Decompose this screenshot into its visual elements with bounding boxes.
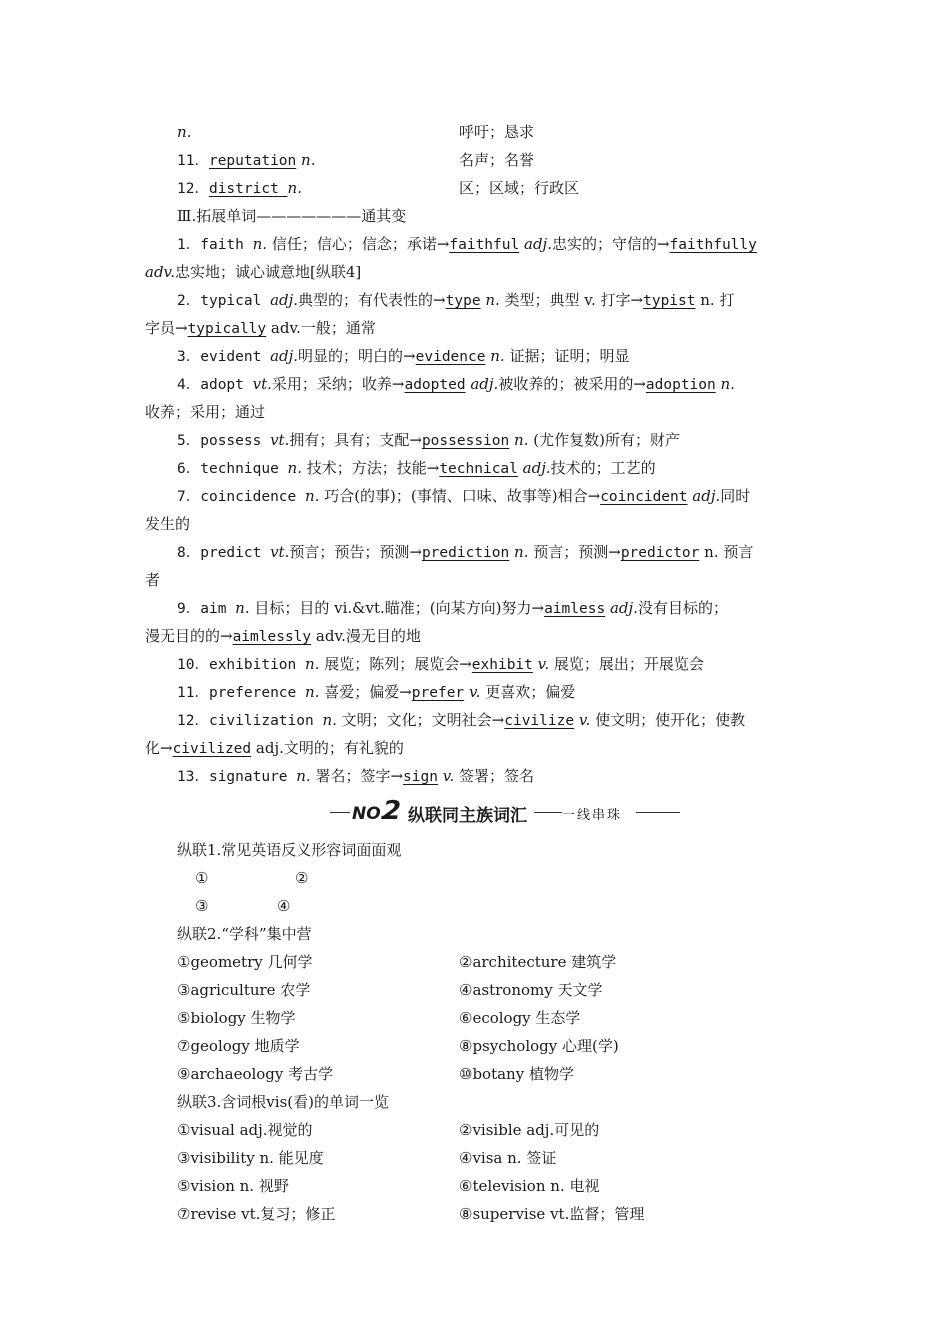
subject-row: ③agriculture 农学 ④astronomy 天文学 <box>177 981 603 999</box>
meaning: 名声；名誉 <box>459 151 535 169</box>
subject-row: ⑤biology 生物学 ⑥ecology 生态学 <box>177 1009 581 1027</box>
blank-row: ① ② <box>195 869 309 887</box>
meaning: 呼吁；恳求 <box>459 123 535 141</box>
divider <box>534 812 562 813</box>
expand-item-cont: 化→civilized adj.文明的；有礼貌的 <box>145 739 404 757</box>
section-title: 纵联同主族词汇 <box>408 806 527 826</box>
vocab-row <box>177 118 810 146</box>
expand-item: 7．coincidence n. 巧合(的事)；(事情、口味、故事等)相合→coincident adj.同时 <box>177 487 751 505</box>
section-subtitle: 一线串珠 <box>562 808 623 823</box>
vis-row: ①visual adj.视觉的 ②visible adj.可见的 <box>177 1121 600 1139</box>
expand-item: 1．faith n. 信任；信心；信念；承诺→faithful adj.忠实的；守信的→faithfully <box>177 235 757 253</box>
vocab-row: 12．district n. 区；区域；行政区 <box>177 174 810 202</box>
expand-item-cont: 发生的 <box>145 515 191 533</box>
expand-item-cont: 字员→typically adv.一般；通常 <box>145 319 376 337</box>
answer-word: reputation <box>208 153 297 169</box>
divider <box>330 812 350 813</box>
section-number: 2 <box>383 796 402 826</box>
answer-word: district <box>208 181 288 197</box>
vis-row: ③visibility n. 能见度 ④visa n. 签证 <box>177 1149 557 1167</box>
expand-item: 13．signature n. 署名；签字→sign v. 签署；签名 <box>177 767 534 785</box>
expand-item-cont: 收养；采用；通过 <box>145 403 266 421</box>
expand-item-cont: 漫无目的的→aimlessly adv.漫无目的地 <box>145 627 421 645</box>
divider <box>636 812 680 813</box>
section-number-prefix: NO. <box>352 804 387 824</box>
expand-item: 12．civilization n. 文明；文化；文明社会→civilize v. 使文明；使开化；使教 <box>177 711 746 729</box>
section-header <box>330 796 690 828</box>
expand-item: 8．predict vt.预言；预告；预测→prediction n. 预言；预测→predictor n. 预言 <box>177 543 754 561</box>
expand-item: 6．technique n. 技术；方法；技能→technical adj.技术的；工艺的 <box>177 459 656 477</box>
zonglian-title: 纵联2.“学科”集中营 <box>177 925 312 943</box>
zonglian-title: 纵联3.含词根vis(看)的单词一览 <box>177 1093 389 1111</box>
subject-row: ⑦geology 地质学 ⑧psychology 心理(学) <box>177 1037 619 1055</box>
vis-row: ⑤vision n. 视野 ⑥television n. 电视 <box>177 1177 600 1195</box>
expand-item-cont: adv.忠实地；诚心诚意地[纵联4] <box>145 263 362 281</box>
expand-item: 10．exhibition n. 展览；陈列；展览会→exhibit v. 展览；展出；开展览会 <box>177 655 704 673</box>
expand-item: 4．adopt vt.采用；采纳；收养→adopted adj.被收养的；被采用的→adoption n. <box>177 375 735 393</box>
vocab-row: 11．reputation n. 名声；名誉 <box>177 146 810 174</box>
expand-item: 11．preference n. 喜爱；偏爱→prefer v. 更喜欢；偏爱 <box>177 683 576 701</box>
expand-item: 3．evident adj.明显的；明白的→evidence n. 证据；证明；明显 <box>177 347 630 365</box>
section-title: Ⅲ.拓展单词———————通其变 <box>177 207 407 225</box>
zonglian-title: 纵联1.常见英语反义形容词面面观 <box>177 841 402 859</box>
vis-row: ⑦revise vt.复习；修正 ⑧supervise vt.监督；管理 <box>177 1205 645 1223</box>
part-of-speech: n. <box>177 123 192 141</box>
blank-row: ③ ④ <box>195 897 291 915</box>
meaning: 区；区域；行政区 <box>459 179 580 197</box>
expand-item: 9．aim n. 目标；目的 vi.&vt.瞄准；(向某方向)努力→aimless adj.没有目标的； <box>177 599 728 617</box>
expand-item: 2．typical adj.典型的；有代表性的→type n. 类型；典型 v. 打字→typist n. 打 <box>177 291 735 309</box>
subject-row: ①geometry 几何学 ②architecture 建筑学 <box>177 953 617 971</box>
expand-item: 5．possess vt.拥有；具有；支配→possession n. (尤作复数)所有；财产 <box>177 431 680 449</box>
expand-item-cont: 者 <box>145 571 161 589</box>
subject-row: ⑨archaeology 考古学 ⑩botany 植物学 <box>177 1065 574 1083</box>
